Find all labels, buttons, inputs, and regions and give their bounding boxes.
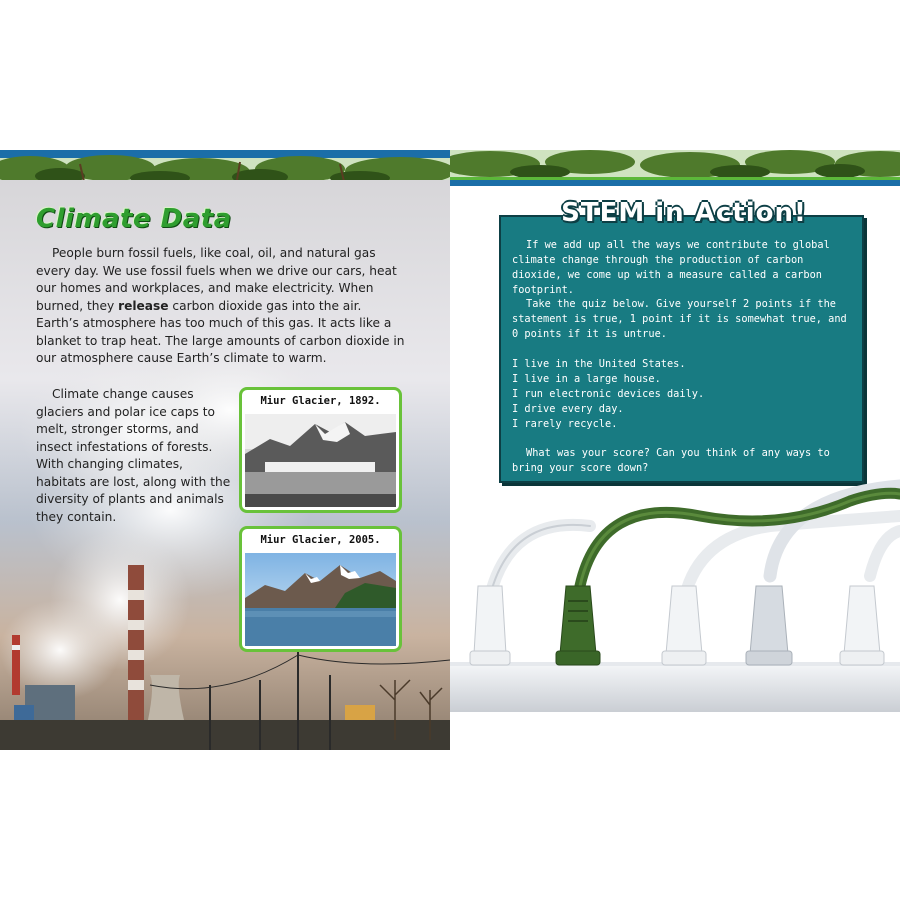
quiz-item: I live in a large house. [512,373,661,385]
quiz-list [512,357,852,432]
power-strip-plugs-image [450,476,900,750]
right-page [450,186,900,750]
forest-banner-right [450,150,900,186]
left-page [0,180,450,750]
quiz-item: I drive every day. [512,403,624,415]
quiz-item: I run electronic devices daily. [512,388,705,400]
photo-caption: Miur Glacier, 2005. [260,534,381,546]
glacier-photo-2005 [239,526,402,652]
intro-text-part2: carbon dioxide gas into the air. Earth’s atmosphere has too much of this gas. It acts like a blanket to trap heat. The large amounts of carbon dioxide in our atmosphere cause Earth’s climate to warm. [36,298,405,365]
quiz-instructions: Take the quiz below. Give yourself 2 points if the statement is true, 1 point if it is somewhat true, and 0 points if it is untrue. [512,298,847,340]
page-title: Climate Data [36,204,232,234]
glacier-1892-image [245,414,396,507]
vocab-word-release: release [118,298,169,313]
quiz-item: I live in the United States. [512,358,686,370]
quiz-item: I rarely recycle. [512,418,618,430]
photo-caption: Miur Glacier, 1892. [260,395,381,407]
stem-title: STEM in Action! [561,198,807,228]
intro-paragraph [36,245,408,368]
glacier-2005-image [245,553,396,646]
carbon-footprint-intro: If we add up all the ways we contribute to global climate change through the production of carbon dioxide, we come up with a measure called a carbon footprint. [512,239,830,296]
climate-change-paragraph: Climate change causes glaciers and polar ice caps to melt, stronger storms, and insect infestations of forests. With changing climates, habitats are lost, along with the diversity of plants and animals they contain. [36,387,231,524]
intro-text-part1: People burn fossil fuels, like coal, oil, and natural gas every day. We use fossil fuels when we drive our cars, heat our homes and workplaces, and make electricity. When burned, they [36,246,397,313]
quiz-closing: What was your score? Can you think of any ways to bring your score down? [512,447,830,474]
book-spread [0,150,900,750]
glacier-photo-1892 [239,387,402,513]
